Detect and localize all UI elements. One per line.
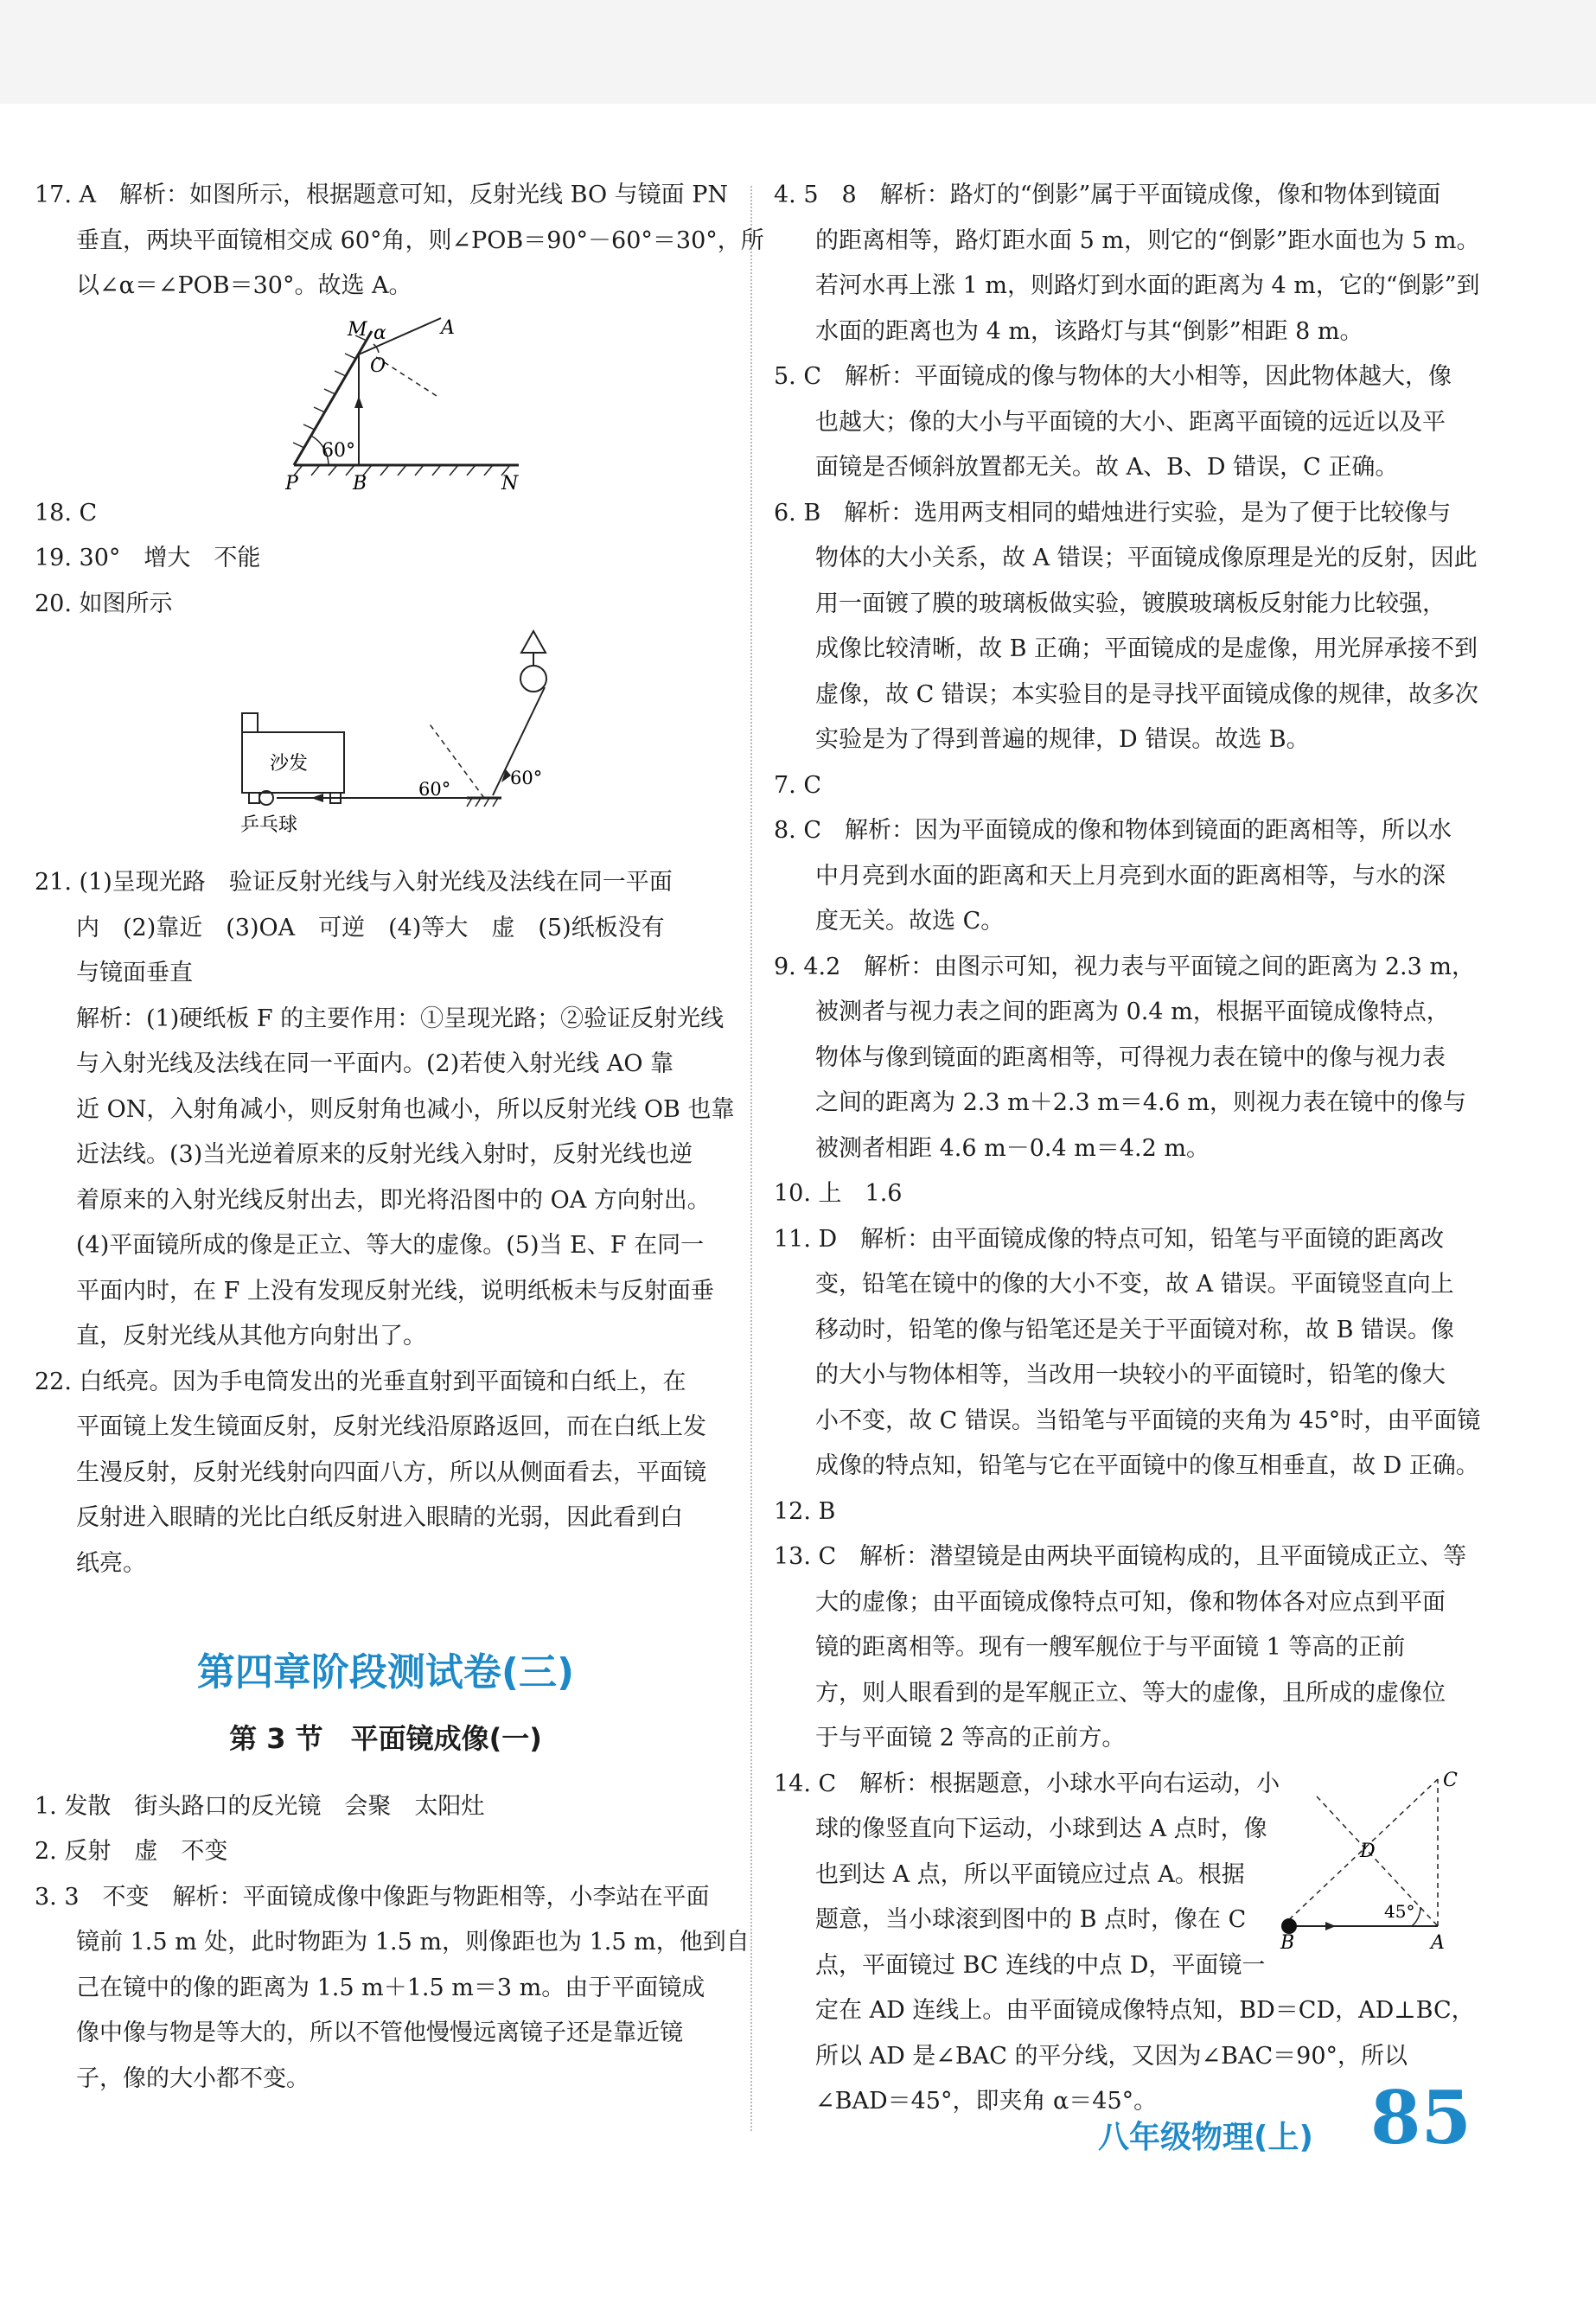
text-line: 用一面镀了膜的玻璃板做实验，镀膜玻璃板反射能力比较强，: [815, 590, 1446, 617]
text-line: 22. 白纸亮。因为手电筒发出的光垂直射到平面镜和白纸上，在: [35, 1368, 686, 1395]
label-N: N: [501, 472, 519, 491]
text-line: 纸亮。: [76, 1549, 146, 1577]
section-subtitle: 第 3 节 平面镜成像(一): [229, 1722, 542, 1755]
left-column: [35, 173, 764, 2102]
top-band: [0, 0, 1596, 104]
text-line: 21. (1)呈现光路 验证反射光线与入射光线及法线在同一平面: [35, 869, 673, 896]
ball-label: 乒乓球: [240, 814, 298, 836]
text-line: 17. A 解析：如图所示，根据题意可知，反射光线 BO 与镜面 PN: [35, 182, 729, 208]
answer-2: 2. 反射 虚 不变: [35, 1838, 228, 1865]
label-B: B: [1280, 1931, 1295, 1952]
text-line: 定在 AD 连线上。由平面镜成像特点知，BD＝CD，AD⊥BC，: [815, 1997, 1475, 2024]
text-line: 大的虚像；由平面镜成像特点可知，像和物体各对应点到平面: [815, 1588, 1446, 1616]
label-M: M: [348, 318, 367, 341]
text-line: 镜的距离相等。现有一艘军舰位于与平面镜 1 等高的正前: [815, 1634, 1406, 1661]
answer-22: [35, 1360, 737, 1587]
text-line: 内 (2)靠近 (3)OA 可逆 (4)等大 虚 (5)纸板没有: [76, 914, 665, 941]
book-title: 八年级物理(上): [1098, 2120, 1313, 2155]
answer-17: [35, 173, 764, 309]
text-line: 移动时，铅笔的像与铅笔还是关于平面镜对称，故 B 错误。像: [815, 1316, 1455, 1343]
text-line: 所以 AD 是∠BAC 的平分线，又因为∠BAC＝90°，所以: [815, 2042, 1408, 2070]
label-O: O: [370, 354, 386, 377]
text-line: 3. 3 不变 解析：平面镜成像中像距与物距相等，小李站在平面: [35, 1883, 710, 1911]
text-line: 与入射光线及法线在同一平面内。(2)若使入射光线 AO 靠: [76, 1050, 674, 1077]
text-line: 被测者与视力表之间的距离为 0.4 m，根据平面镜成像特点，: [815, 999, 1450, 1025]
text-line: 5. C 解析：平面镜成的像与物体的大小相等，因此物体越大，像: [774, 363, 1452, 390]
label-angle: 45°: [1384, 1900, 1415, 1922]
text-line: 于与平面镜 2 等高的正前方。: [815, 1725, 1126, 1751]
text-line: 题意，当小球滚到图中的 B 点时，像在 C: [815, 1906, 1247, 1933]
text-line: 与镜面垂直: [76, 960, 193, 986]
text-line: 11. D 解析：由平面镜成像的特点可知，铅笔与平面镜的距离改: [774, 1225, 1445, 1253]
page-footer: [1098, 2075, 1472, 2161]
text-line: 己在镜中的像的距离为 1.5 m＋1.5 m＝3 m。由于平面镜成: [76, 1974, 705, 2001]
figure-14: [1274, 1771, 1472, 1952]
text-line: 平面内时，在 F 上没有发现反射光线，说明纸板未与反射面垂: [76, 1277, 714, 1305]
text-line: 生漫反射，反射光线射向四面八方，所以从侧面看去，平面镜: [76, 1458, 706, 1486]
text-line: 6. B 解析：选用两支相同的蜡烛进行实验，是为了便于比较像与: [774, 499, 1452, 526]
text-line: 的距离相等，路灯距水面 5 m，则它的“倒影”距水面也为 5 m。: [815, 227, 1480, 254]
answer-9: [774, 945, 1476, 1172]
answer-3: [35, 1875, 750, 2102]
text-line: 以∠α＝∠POB＝30°。故选 A。: [76, 272, 412, 299]
text-line: 物体的大小关系，故 A 错误；平面镜成像原理是光的反射，因此: [815, 545, 1478, 571]
sofa-label: 沙发: [270, 753, 309, 775]
text-line: 小不变，故 C 错误。当铅笔与平面镜的夹角为 45°时，由平面镜: [815, 1407, 1481, 1434]
answer-8: [774, 808, 1476, 945]
answer-13: [774, 1535, 1476, 1762]
right-column: [774, 173, 1481, 2125]
figure-17: [35, 309, 737, 491]
text-line: (4)平面镜所成的像是正立、等大的虚像。(5)当 E、F 在同一: [76, 1232, 705, 1259]
text-line: 成像的特点知，铅笔与它在平面镜中的像互相垂直，故 D 正确。: [815, 1452, 1479, 1479]
label-P: P: [285, 472, 298, 491]
text-line: 像中像与物是等大的，所以不管他慢慢远离镜子还是靠近镜: [76, 2019, 683, 2046]
text-line: 近 ON，入射角减小，则反射角也减小，所以反射光线 OB 也靠: [76, 1095, 735, 1123]
text-line: 解析：(1)硬纸板 F 的主要作用：①呈现光路；②验证反射光线: [76, 1005, 725, 1032]
column-divider: [750, 186, 752, 2131]
text-line: 面镜是否倾斜放置都无关。故 A、B、D 错误，C 正确。: [815, 454, 1399, 481]
answer-14: [774, 1762, 1476, 2125]
text-line: 也到达 A 点，所以平面镜应过点 A。根据: [815, 1860, 1245, 1888]
text-line: 虚像，故 C 错误；本实验目的是寻找平面镜成像的规律，故多次: [815, 680, 1478, 708]
text-line: 垂直，两块平面镜相交成 60°角，则∠POB＝90°－60°＝30°，所: [76, 227, 764, 254]
answer-21: [35, 860, 737, 1360]
section-title: 第四章阶段测试卷(三): [196, 1650, 575, 1694]
answer-4: [774, 173, 1480, 354]
angle-left: 60°: [418, 779, 451, 800]
text-line: 方，则人眼看到的是军舰正立、等大的虚像，且所成的虚像位: [815, 1679, 1446, 1707]
text-line: 点，平面镜过 BC 连线的中点 D，平面镜一: [815, 1951, 1266, 1979]
text-line: 8. C 解析：因为平面镜成的像和物体到镜面的距离相等，所以水: [774, 817, 1452, 844]
text-line: 若河水再上涨 1 m，则路灯到水面的距离为 4 m，它的“倒影”到: [815, 272, 1480, 299]
answer-5: [774, 354, 1476, 491]
label-C: C: [1443, 1770, 1458, 1791]
text-line: 着原来的入射光线反射出去，即光将沿图中的 OA 方向射出。: [76, 1186, 711, 1214]
label-A: A: [1431, 1931, 1445, 1952]
label-D: D: [1360, 1840, 1376, 1862]
figure-20: [35, 627, 737, 860]
answer-7: 7. C: [774, 771, 822, 799]
label-A: A: [441, 316, 455, 339]
answer-6: [774, 491, 1476, 763]
answer-1: 1. 发散 街头路口的反光镜 会聚 太阳灶: [35, 1792, 485, 1820]
label-60: 60°: [322, 439, 355, 462]
text-line: 球的像竖直向下运动，小球到达 A 点时，像: [815, 1815, 1267, 1842]
text-line: 反射进入眼睛的光比白纸反射进入眼睛的光弱，因此看到白: [76, 1504, 683, 1531]
text-line: 9. 4.2 解析：由图示可知，视力表与平面镜之间的距离为 2.3 m，: [774, 953, 1475, 980]
label-alpha: α: [373, 322, 386, 344]
label-B: B: [353, 472, 367, 491]
text-line: 物体与像到镜面的距离相等，可得视力表在镜中的像与视力表: [815, 1043, 1446, 1071]
answer-10: 10. 上 1.6: [774, 1180, 903, 1207]
answer-18: 18. C: [35, 499, 98, 526]
text-line: 成像比较清晰，故 B 正确；平面镜成的是虚像，用光屏承接不到: [815, 635, 1478, 662]
text-line: 变，铅笔在镜中的像的大小不变，故 A 错误。平面镜竖直向上: [815, 1271, 1454, 1298]
text-line: 度无关。故选 C。: [815, 908, 1005, 935]
page-number: 85: [1370, 2075, 1472, 2160]
text-line: 子，像的大小都不变。: [76, 2064, 310, 2092]
text-line: 镜前 1.5 m 处，此时物距为 1.5 m，则像距也为 1.5 m，他到自: [76, 1929, 750, 1956]
answer-12: 12. B: [774, 1497, 836, 1525]
text-line: 中月亮到水面的距离和天上月亮到水面的距离相等，与水的深: [815, 862, 1446, 890]
angle-right: 60°: [510, 768, 543, 788]
text-line: 4. 5 8 解析：路灯的“倒影”属于平面镜成像，像和物体到镜面: [774, 182, 1441, 208]
text-line: 水面的距离也为 4 m，该路灯与其“倒影”相距 8 m。: [815, 317, 1363, 345]
text-line: 直，反射光线从其他方向射出了。: [76, 1323, 426, 1349]
text-line: 平面镜上发生镜面反射，反射光线沿原路返回，而在白纸上发: [76, 1413, 706, 1440]
text-line: 14. C 解析：根据题意，小球水平向右运动，小: [774, 1770, 1280, 1797]
text-line: 实验是为了得到普遍的规律，D 错误。故选 B。: [815, 726, 1310, 753]
answer-19: 19. 30° 增大 不能: [35, 545, 261, 571]
text-line: 近法线。(3)当光逆着原来的反射光线入射时，反射光线也逆: [76, 1141, 693, 1168]
answer-20: 20. 如图所示: [35, 590, 173, 617]
text-line: 被测者相距 4.6 m－0.4 m＝4.2 m。: [815, 1134, 1210, 1162]
text-line: 13. C 解析：潜望镜是由两块平面镜构成的，且平面镜成正立、等: [774, 1543, 1467, 1570]
text-line: 的大小与物体相等，当改用一块较小的平面镜时，铅笔的像大: [815, 1362, 1446, 1388]
text-line: ∠BAD＝45°，即夹角 α＝45°。: [815, 2088, 1158, 2115]
answer-11: [774, 1217, 1481, 1490]
text-line: 之间的距离为 2.3 m＋2.3 m＝4.6 m，则视力表在镜中的像与: [815, 1089, 1466, 1116]
text-line: 也越大；像的大小与平面镜的大小、距离平面镜的远近以及平: [815, 408, 1446, 436]
